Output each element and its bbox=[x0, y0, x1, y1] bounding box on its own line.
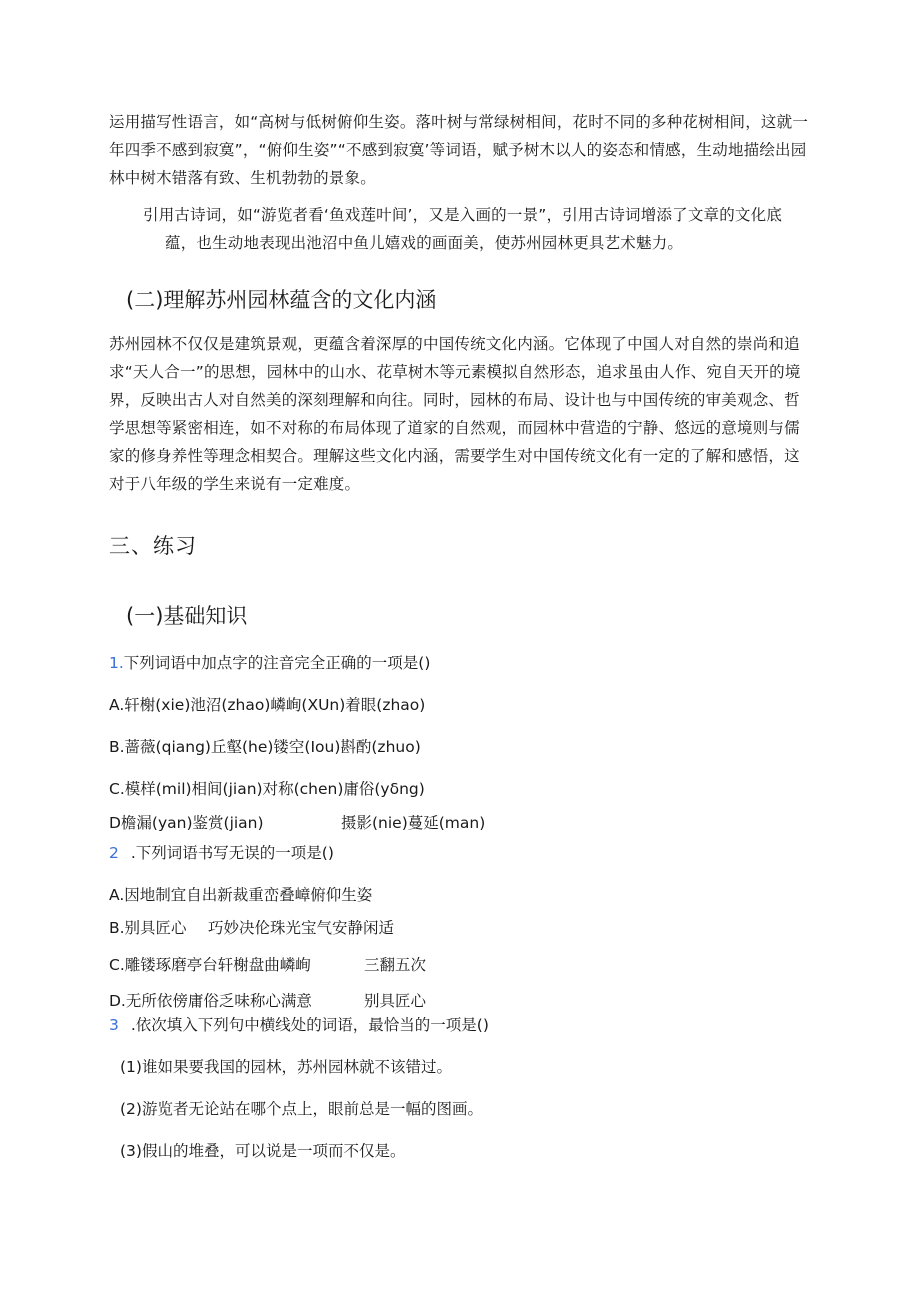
paragraph-descriptive-language: 运用描写性语言，如“高树与低树俯仰生姿。落叶树与常绿树相间，花时不同的多种花树相间，这就一年四季不感到寂寞”，“俯仰生姿”“不感到寂寞’等词语，赋予树木以人的姿态和情感，生动地描绘出园林中树木错落有致、生机勃勃的景象。 bbox=[109, 113, 809, 187]
question-1-option-d-part-1: D檐漏(yan)鉴赏(jian) bbox=[109, 814, 264, 832]
question-3-sentence-1: (1)谁如果要我国的园林，苏州园林就不该错过。 bbox=[120, 1058, 452, 1076]
question-1-option-c: C.模样(mil)相间(jian)对称(chen)庸俗(yδng) bbox=[109, 780, 425, 798]
paragraph-poetry-line-2: 蕴，也生动地表现出池沼中鱼儿嬉戏的画面美，使苏州园林更具艺术魅力。 bbox=[165, 234, 684, 252]
question-2-text: .下列词语书写无误的一项是() bbox=[130, 844, 334, 862]
question-3 bbox=[109, 1014, 489, 1036]
paragraph-culture-meaning: 苏州园林不仅仅是建筑景观，更蕴含着深厚的中国传统文化内涵。它体现了中国人对自然的崇尚和追求“天人合一”的思想，园林中的山水、花草树木等元素模拟自然形态，追求虽由人作、宛自天开的境界，反映出古人对自然美的深刻理解和向往。同时，园林的布局、设计也与中国传统的审美观念、哲学思想等紧密相连，如不对称的布局体现了道家的自然观，而园林中营造的宁静、悠远的意境则与儒家的修身养性等理念相契合。理解这些文化内涵，需要学生对中国传统文化有一定的了解和感悟，这对于八年级的学生来说有一定难度。 bbox=[109, 335, 801, 493]
paragraph-poetry-citation bbox=[143, 201, 815, 257]
question-1-text: 下列词语中加点字的注音完全正确的一项是() bbox=[123, 654, 431, 672]
question-1-option-a: A.轩榭(xie)池沼(zhao)嶙峋(XUn)着眼(zhao) bbox=[109, 696, 426, 714]
question-2-option-c-part-2: 三翻五次 bbox=[364, 956, 427, 974]
question-3-number: 3 bbox=[109, 1016, 119, 1034]
question-2-option-a: A.因地制宜自出新裁重峦叠嶂俯仰生姿 bbox=[109, 886, 373, 904]
heading-practice: 三、练习 bbox=[109, 534, 197, 558]
question-2-option-c-part-1: C.雕镂琢磨亭台轩榭盘曲嶙峋 bbox=[109, 956, 311, 974]
question-3-sentence-2: (2)游览者无论站在哪个点上，眼前总是一幅的图画。 bbox=[120, 1100, 483, 1118]
heading-basics: (一)基础知识 bbox=[126, 604, 248, 628]
question-1 bbox=[109, 652, 430, 674]
question-3-sentence-3: (3)假山的堆叠，可以说是一项而不仅是。 bbox=[120, 1142, 406, 1160]
question-1-option-b: B.蔷薇(qiang)丘壑(he)镂空(Iou)斟酌(zhuo) bbox=[109, 738, 421, 756]
paragraph-poetry-line-1: 引用古诗词，如“游览者看‘鱼戏莲叶间’，又是入画的一景”，引用古诗词增添了文章的文化底 bbox=[143, 206, 783, 224]
question-2-option-d-part-1: D.无所依傍庸俗乏味称心满意 bbox=[109, 992, 312, 1010]
question-1-number: 1. bbox=[109, 654, 124, 672]
question-1-option-d-part-2: 摄影(nie)蔓延(man) bbox=[341, 814, 486, 832]
question-2-number: 2 bbox=[109, 844, 119, 862]
question-3-text: .依次填入下列句中横线处的词语，最恰当的一项是() bbox=[130, 1016, 489, 1034]
question-2-option-d-part-2: 别具匠心 bbox=[364, 992, 427, 1010]
question-2 bbox=[109, 842, 334, 864]
heading-culture: (二)理解苏州园林蕴含的文化内涵 bbox=[126, 288, 437, 312]
question-2-option-b-part-1: B.别具匠心 bbox=[109, 919, 187, 937]
question-2-option-b-part-2: 巧妙决伦珠光宝气安静闲适 bbox=[208, 919, 395, 937]
